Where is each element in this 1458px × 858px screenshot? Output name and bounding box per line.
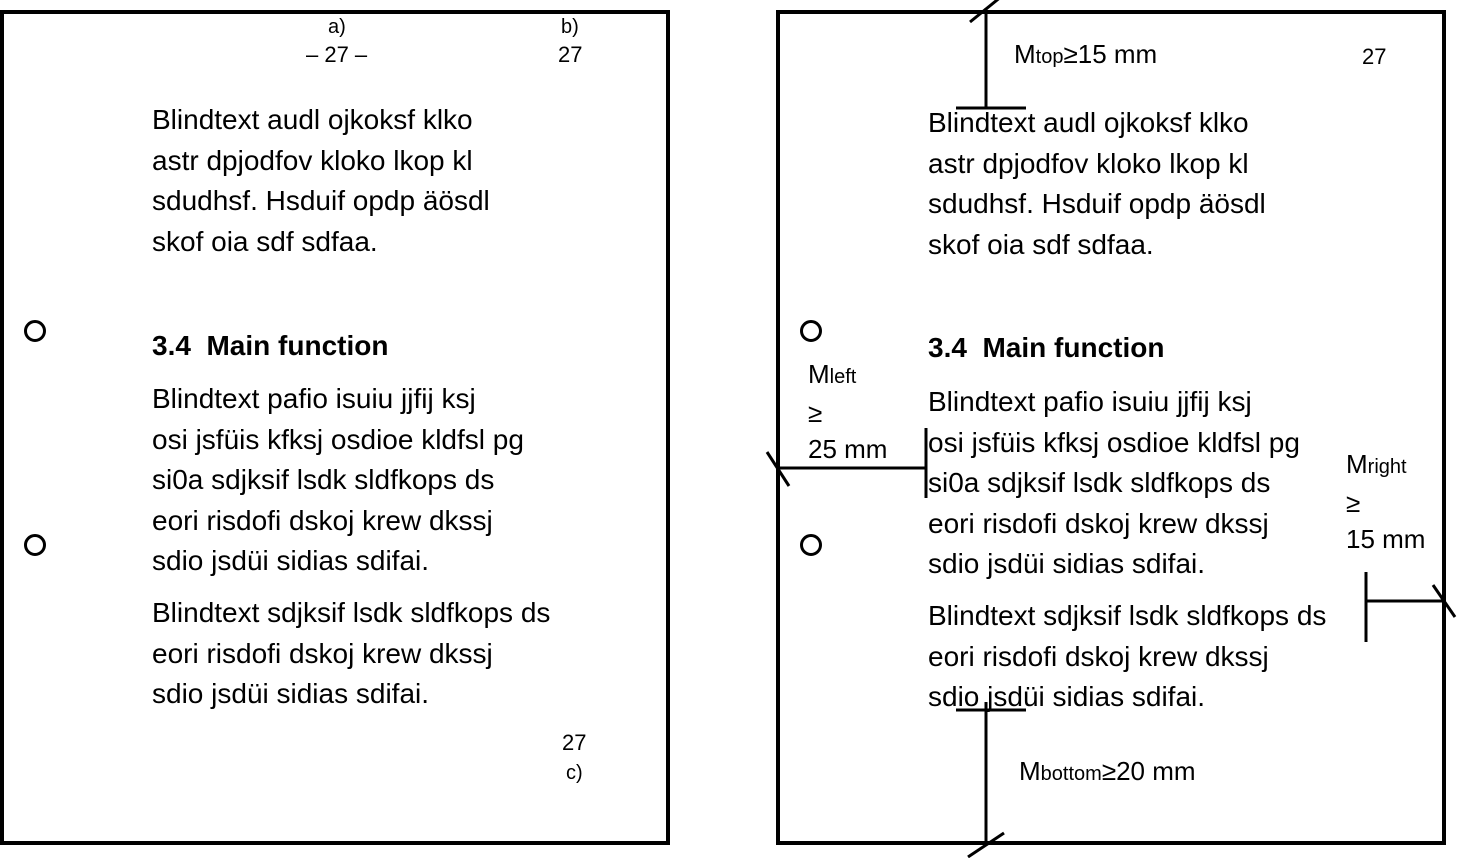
section-heading: 3.4 Main function [152,330,389,361]
page-number-top-right: 27 [558,42,583,67]
margin-right-label: Mright ≥ 15 mm [1346,449,1426,554]
punch-hole-bottom [24,534,46,556]
section-heading: 3.4 Main function [928,332,1165,363]
paragraph-1: Blindtext audl ojkoksf klko astr dpjodfov kloko lkop kl sdudhsf. Hsduif opdp äösdl skof oia sdf sdfaa. [152,104,490,257]
page-number-dashed: – 27 – [306,42,368,67]
margin-bottom-label: Mbottom≥20 mm [1019,756,1196,786]
punch-hole-bottom [800,534,822,556]
paragraph-1: Blindtext audl ojkoksf klko astr dpjodfov kloko lkop kl sdudhsf. Hsduif opdp äösdl skof oia sdf sdfaa. [928,107,1266,260]
label-b: b) [561,16,579,38]
punch-hole-top [24,320,46,342]
paragraph-2: Blindtext pafio isuiu jjfij ksj osi jsfüis kfksj osdioe kldfsl pg si0a sdjksif lsdk sldfkops ds eori risdofi dskoj krew dkssj sdio jsdüi sidias sdifai. [928,386,1300,579]
margin-left-label: Mleft ≥ 25 mm [808,359,888,464]
label-a: a) [328,16,346,38]
label-c: c) [566,762,583,784]
paragraph-3: Blindtext sdjksif lsdk sldfkops ds eori risdofi dskoj krew dkssj sdio jsdüi sidias sdifai. [152,597,551,709]
paragraph-2: Blindtext pafio isuiu jjfij ksj osi jsfüis kfksj osdioe kldfsl pg si0a sdjksif lsdk sldfkops ds eori risdofi dskoj krew dkssj sdio jsdüi sidias sdifai. [152,383,524,576]
punch-hole-top [800,320,822,342]
page-number-bottom: 27 [562,730,587,755]
margin-top-label: Mtop≥15 mm [1014,39,1158,69]
paragraph-3: Blindtext sdjksif lsdk sldfkops ds eori risdofi dskoj krew dkssj sdio jsdüi sidias sdifai. [928,600,1327,712]
page-number: 27 [1362,44,1387,69]
